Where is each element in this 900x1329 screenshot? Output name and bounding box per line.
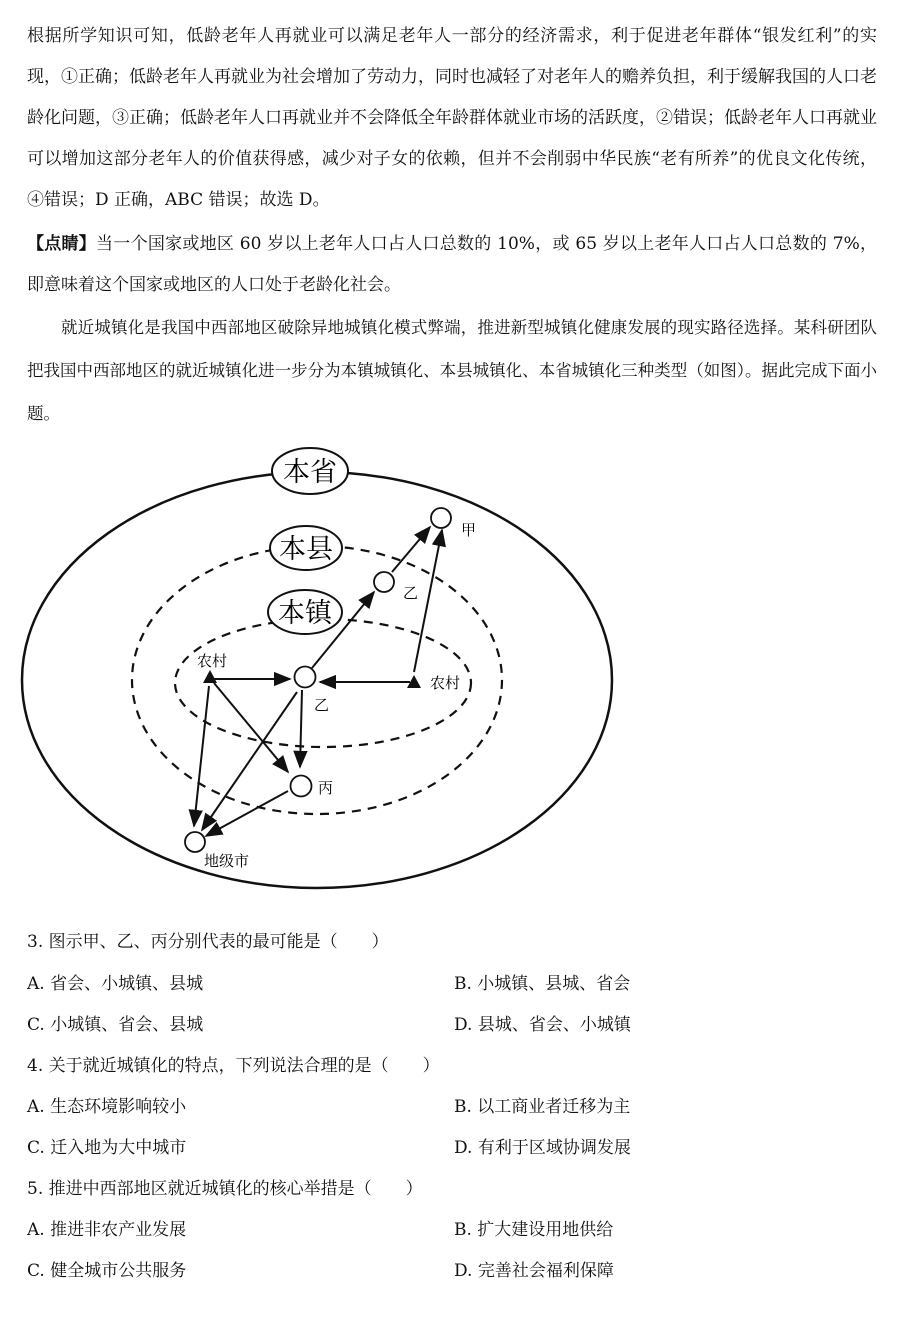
node-yi-center <box>295 667 316 688</box>
node-jia <box>431 508 451 528</box>
question-3-option-b: B. 小城镇、县城、省会 <box>454 974 631 994</box>
label-bing: 丙 <box>318 779 334 797</box>
question-5-option-b: B. 扩大建设用地供给 <box>454 1220 614 1240</box>
question-4-option-d: D. 有利于区域协调发展 <box>454 1138 631 1158</box>
tip-tag: 【点睛】 <box>27 234 97 254</box>
question-5-option-c: C. 健全城市公共服务 <box>27 1261 187 1281</box>
node-bing <box>291 776 312 797</box>
county-label: 本县 <box>279 534 333 565</box>
tip-paragraph <box>27 224 877 306</box>
label-jia: 甲 <box>461 521 477 539</box>
question-4-option-b: B. 以工商业者迁移为主 <box>454 1097 631 1117</box>
tip-text: 当一个国家或地区 60 岁以上老年人口占人口总数的 10%，或 65 岁以上老年人口占人口总数的 7%，即意味着这个国家或地区的人口处于老龄化社会。 <box>27 234 877 295</box>
question-4-stem: 4. 关于就近城镇化的特点，下列说法合理的是（ ） <box>27 1056 440 1076</box>
arrow-yi-to-city <box>202 692 297 830</box>
arrow-yi-to-bing <box>300 690 302 767</box>
arrow-bing-to-city <box>206 791 288 836</box>
label-village-right: 农村 <box>430 674 461 692</box>
node-city <box>185 832 205 852</box>
arrow-village-left-to-city <box>194 686 209 826</box>
question-5-option-d: D. 完善社会福利保障 <box>454 1261 614 1281</box>
question-5-option-a: A. 推进非农产业发展 <box>27 1220 187 1240</box>
question-3-option-a: A. 省会、小城镇、县城 <box>27 974 204 994</box>
village-left-marker <box>203 670 217 683</box>
question-3-stem: 3. 图示甲、乙、丙分别代表的最可能是（ ） <box>27 932 389 952</box>
analysis-paragraph: 根据所学知识可知，低龄老年人再就业可以满足老年人一部分的经济需求，利于促进老年群体“银发红利”的实现，①正确；低龄老年人再就业为社会增加了劳动力，同时也减轻了对老年人的赡养负担，利于缓解我国的人口老龄化问题，③正确；低龄老年人口再就业并不会降低全年龄群体就业市场的活跃度，②错误；低龄老年人口再就业可以增加这部分老年人的价值获得感，减少对子女的依赖，但并不会削弱中华民族“老有所养”的优良文化传统，④错误；D 正确，ABC 错误；故选 D。 <box>27 26 877 210</box>
question-4-option-a: A. 生态环境影响较小 <box>27 1097 187 1117</box>
node-yi-upper <box>374 572 394 592</box>
label-village-left: 农村 <box>197 652 228 670</box>
label-yi-upper: 乙 <box>403 584 419 602</box>
label-city: 地级市 <box>204 852 250 870</box>
question-5-stem: 5. 推进中西部地区就近城镇化的核心举措是（ ） <box>27 1179 423 1199</box>
question-3-option-c: C. 小城镇、省会、县城 <box>27 1015 204 1035</box>
town-label: 本镇 <box>278 598 332 629</box>
question-4-option-c: C. 迁入地为大中城市 <box>27 1138 187 1158</box>
urbanization-diagram <box>0 440 900 910</box>
label-yi-center: 乙 <box>314 696 330 714</box>
question-3-option-d: D. 县城、省会、小城镇 <box>454 1015 631 1035</box>
arrow-village-right-to-jia <box>414 530 442 672</box>
province-label: 本省 <box>283 457 337 488</box>
intro-paragraph: 就近城镇化是我国中西部地区破除异地城镇化模式弊端，推进新型城镇化健康发展的现实路径选择。某科研团队把我国中西部地区的就近城镇化进一步分为本镇城镇化、本县城镇化、本省城镇化三种类型（如图）。据此完成下面小题。 <box>27 318 877 423</box>
